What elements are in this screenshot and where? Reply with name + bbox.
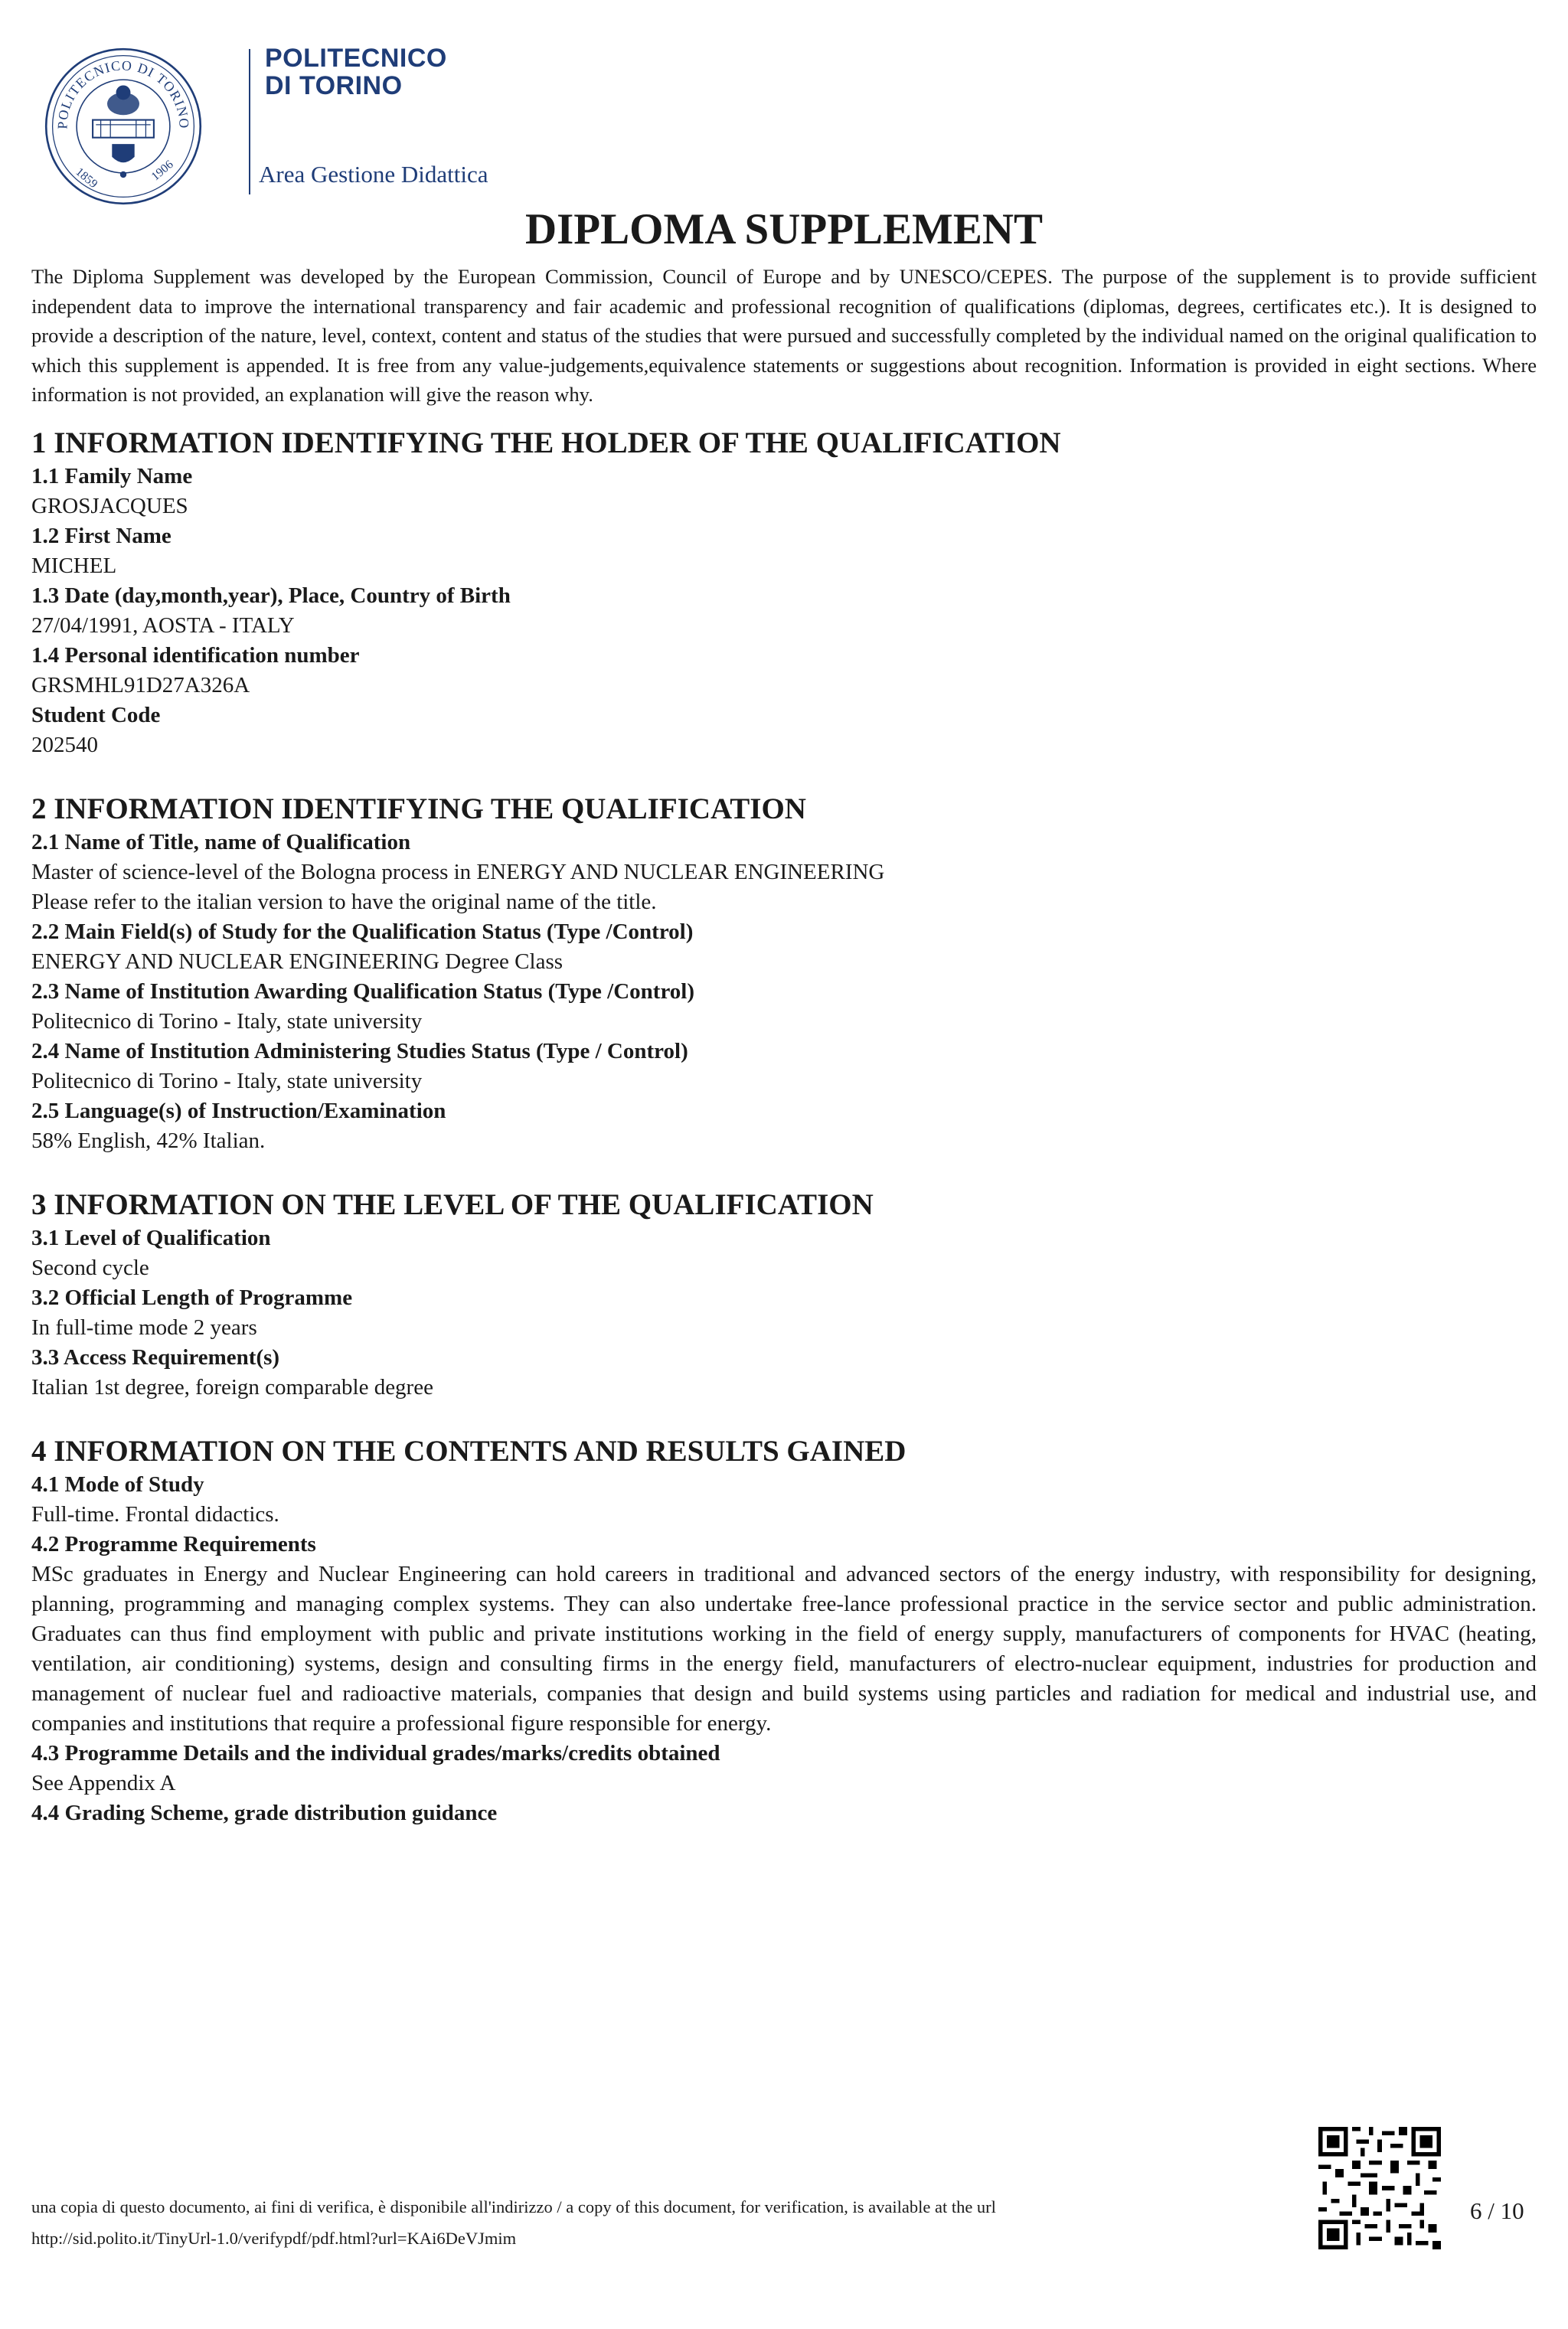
field-value: MICHEL: [31, 553, 117, 578]
brand-line-2: DI TORINO: [265, 71, 403, 100]
page-number: 6 / 10: [1470, 2197, 1524, 2224]
svg-text:1859: 1859: [73, 165, 100, 191]
field-label: Student Code: [31, 702, 161, 727]
document-body: [31, 262, 1537, 1828]
department-name: Area Gestione Didattica: [259, 161, 488, 188]
field-label: 2.4 Name of Institution Administering Studies Status (Type / Control): [31, 1038, 688, 1063]
field-value: See Appendix A: [31, 1770, 176, 1795]
field-value: 58% English, 42% Italian.: [31, 1128, 266, 1153]
field-label: 1.3 Date (day,month,year), Place, Country of Birth: [31, 583, 511, 608]
field-label: 2.2 Main Field(s) of Study for the Qualification Status (Type /Control): [31, 919, 694, 944]
intro-paragraph: The Diploma Supplement was developed by the European Commission, Council of Europe and by UNESCO/CEPES. The purpose of the supplement is to provide sufficient independent data to improve the international transparency and fair academic and professional recognition of qualifications (diplomas, degrees, certificates etc.). It is designed to provide a description of the nature, level, context, content and status of the studies that were pursued and successfully completed by the individual named on the original qualification to which this supplement is appended. It is free from any value-judgements,equivalence statements or suggestions about recognition. Information is provided in eight sections. Where information is not provided, an explanation will give the reason why.: [31, 265, 1537, 406]
field-value: GROSJACQUES: [31, 493, 188, 518]
field-label: 2.3 Name of Institution Awarding Qualification Status (Type /Control): [31, 978, 695, 1004]
section-heading: 2 INFORMATION IDENTIFYING THE QUALIFICATION: [31, 792, 806, 825]
verification-url[interactable]: http://sid.polito.it/TinyUrl-1.0/verifypdf/pdf.html?url=KAi6DeVJmim: [31, 2229, 517, 2248]
section-heading: 3 INFORMATION ON THE LEVEL OF THE QUALIFICATION: [31, 1187, 874, 1221]
svg-text:POLITECNICO DI TORINO: POLITECNICO DI TORINO: [54, 57, 192, 129]
field-value: 27/04/1991, AOSTA - ITALY: [31, 612, 295, 638]
field-label: 2.5 Language(s) of Instruction/Examination: [31, 1098, 446, 1123]
university-seal-icon: [43, 46, 204, 207]
institution-header: [31, 38, 521, 199]
field-value: Italian 1st degree, foreign comparable degree: [31, 1374, 433, 1400]
field-value: In full-time mode 2 years: [31, 1315, 257, 1340]
field-label: 3.2 Official Length of Programme: [31, 1285, 353, 1310]
header-divider: [249, 49, 250, 194]
field-label: 1.2 First Name: [31, 523, 172, 548]
field-value: Full-time. Frontal didactics.: [31, 1501, 279, 1527]
field-value: Second cycle: [31, 1255, 149, 1280]
field-value: 202540: [31, 732, 98, 757]
section-3: [31, 1187, 1537, 1403]
document-title: DIPLOMA SUPPLEMENT: [524, 205, 1044, 253]
field-label: 2.1 Name of Title, name of Qualification: [31, 829, 411, 854]
brand-line-1: POLITECNICO: [265, 44, 447, 73]
field-value: Master of science-level of the Bologna process in ENERGY AND NUCLEAR ENGINEERING: [31, 859, 885, 884]
section-4: [31, 1433, 1537, 1828]
field-label: 1.1 Family Name: [31, 463, 193, 488]
field-label: 4.3 Programme Details and the individual grades/marks/credits obtained: [31, 1740, 720, 1766]
field-label: 3.1 Level of Qualification: [31, 1225, 271, 1250]
field-value: MSc graduates in Energy and Nuclear Engineering can hold careers in traditional and advanced sectors of the energy industry, with responsibility for designing, planning, programming and managing complex systems. They can also undertake free-lance professional practice in the service sector and public administration. Graduates can thus find employment with public and private institutions working in the field of energy supply, manufacturers of components for HVAC (heating, ventilation, air conditioning) systems, design and consulting firms in the energy field, manufacturers of electro-nuclear equipment, industries for production and management of nuclear fuel and radioactive materials, companies that design and build systems using particles and radiation for medical and industrial use, and companies and institutions that require a professional figure responsible for energy.: [31, 1561, 1537, 1736]
section-1: [31, 425, 1537, 760]
field-label: 1.4 Personal identification number: [31, 642, 360, 668]
section-heading: 1 INFORMATION IDENTIFYING THE HOLDER OF THE QUALIFICATION: [31, 426, 1061, 459]
field-label: 4.2 Programme Requirements: [31, 1531, 316, 1556]
section-heading: 4 INFORMATION ON THE CONTENTS AND RESULTS GAINED: [31, 1434, 906, 1468]
field-value: GRSMHL91D27A326A: [31, 672, 250, 697]
field-label: 4.1 Mode of Study: [31, 1472, 204, 1497]
verification-notice: una copia di questo documento, ai fini di verifica, è disponibile all'indirizzo / a copy of this document, for verification, is available at the url: [31, 2197, 996, 2216]
field-value-note: Please refer to the italian version to have the original name of the title.: [31, 889, 657, 914]
svg-text:1906: 1906: [149, 158, 176, 184]
brand-name: [265, 44, 447, 100]
field-label: 3.3 Access Requirement(s): [31, 1344, 280, 1370]
section-2: [31, 791, 1537, 1156]
field-value: Politecnico di Torino - Italy, state university: [31, 1008, 423, 1034]
field-value: Politecnico di Torino - Italy, state university: [31, 1068, 423, 1093]
qr-code-icon[interactable]: [1318, 2127, 1441, 2249]
field-label: 4.4 Grading Scheme, grade distribution guidance: [31, 1800, 498, 1825]
field-value: ENERGY AND NUCLEAR ENGINEERING Degree Class: [31, 949, 564, 974]
